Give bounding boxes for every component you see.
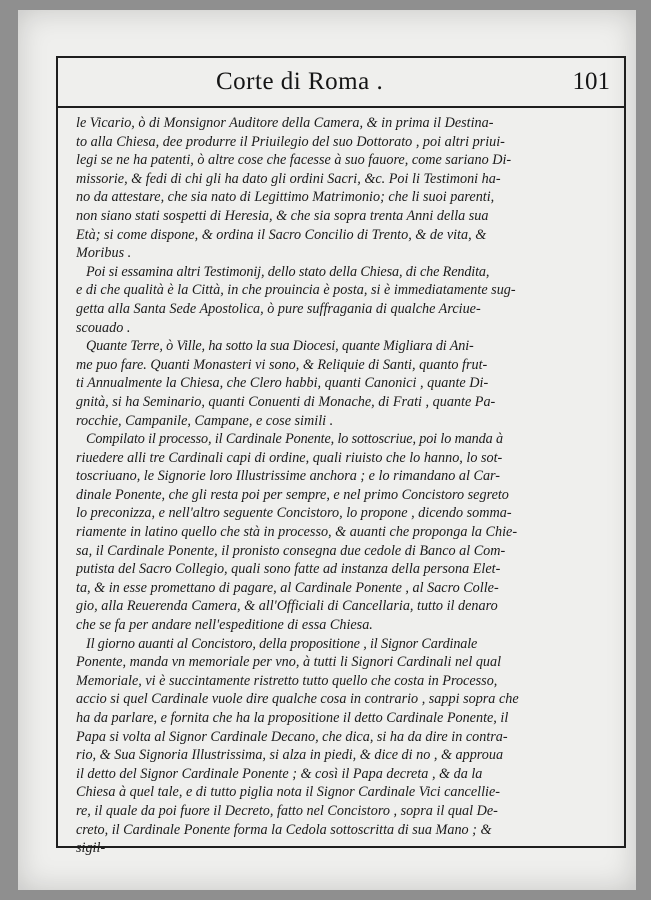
text-line: dinale Ponente, che gli resta poi per sempre, e nel primo Concistoro segreto xyxy=(76,486,509,503)
text-line: gnità, si ha Seminario, quanti Conuenti di Monache, di Frati , quante Pa- xyxy=(76,393,496,410)
text-line: rio, & Sua Signoria Illustrissima, si alza in piedi, & dice di no , & approua xyxy=(76,747,504,764)
text-line: scouado . xyxy=(76,319,131,336)
text-line: Moribus . xyxy=(76,245,132,262)
text-line: che se fa per andare nell'espeditione di essa Chiesa. xyxy=(76,617,373,634)
text-line: Il giorno auanti al Concistoro, della propositione , il Signor Cardinale xyxy=(86,635,478,652)
text-line: ha da parlare, e fornita che ha la propositione il detto Cardinale Ponente, il xyxy=(76,710,509,726)
text-line: riuedere alli tre Cardinali capi di ordine, quali riuisto che lo hanno, lo sot- xyxy=(76,449,503,466)
text-line: toscriuano, le Signorie loro Illustrissime anchora ; e lo rimandano al Car- xyxy=(76,468,501,485)
page-body xyxy=(76,114,606,858)
text-line: non siano stati sospetti di Heresia, & che sia sopra trenta Anni della sua xyxy=(76,207,489,224)
text-line: Chiesa à quel tale, e di tutto piglia nota il Signor Cardinale Vici cancellie- xyxy=(76,784,500,801)
text-line: riamente in latino quello che stà in processo, & auanti che proponga la Chie- xyxy=(76,524,518,541)
text-line: gio, alla Reuerenda Camera, & all'Officiali di Cancellaria, tutto il denaro xyxy=(76,598,498,615)
text-line: no da attestare, che sia nato di Legittimo Matrimonio; che li suoi parenti, xyxy=(76,189,495,206)
text-line: Ponente, manda vn memoriale per vno, à tutti li Signori Cardinali nel qual xyxy=(76,654,502,671)
text-line: re, il quale da poi fuore il Decreto, fatto nel Concistoro , sopra il qual De- xyxy=(76,802,498,819)
text-line: Papa si volta al Signor Cardinale Decano, che dica, si ha da dire in contra- xyxy=(76,728,508,745)
text-line: Età; si come dispone, & ordina il Sacro Concilio di Trento, & de vita, & xyxy=(76,226,487,243)
paragraph xyxy=(76,635,606,858)
paragraph xyxy=(76,263,606,337)
text-line: to alla Chiesa, dee produrre il Priuilegio del suo Dottorato , poi altri priui- xyxy=(76,133,505,150)
text-line: accio si quel Cardinale vuole dire qualche cosa in contrario , sappi sopra che xyxy=(76,691,519,708)
text-line: Compilato il processo, il Cardinale Ponente, lo sottoscriue, poi lo manda à xyxy=(86,431,503,448)
text-line: sigil- xyxy=(76,840,106,857)
paragraph xyxy=(76,114,606,263)
text-line: missorie, & fedi di chi gli ha dato gli ordini Sacri, &c. Poi li Testimoni ha- xyxy=(76,170,501,187)
text-line: creto, il Cardinale Ponente forma la Cedola sottoscritta di sua Mano ; & xyxy=(76,821,492,838)
text-line: Quante Terre, ò Ville, ha sotto la sua Diocesi, quante Migliara di Ani- xyxy=(86,338,474,355)
page-number: 101 xyxy=(572,68,610,95)
text-line: rocchie, Campanile, Campane, e cose simili . xyxy=(76,412,334,429)
text-line: e di che qualità è la Città, in che prouincia è posta, si è immediatamente sug- xyxy=(76,282,516,299)
text-line: legi se ne ha patenti, ò altre cose che facesse à suo fauore, come sariano Di- xyxy=(76,152,512,169)
text-line: lo preconizza, e nell'altro seguente Concistoro, lo propone , dicendo somma- xyxy=(76,505,512,522)
text-line: le Vicario, ò di Monsignor Auditore della Camera, & in prima il Destina- xyxy=(76,115,494,131)
paragraph xyxy=(76,337,606,430)
text-line: me puo fare. Quanti Monasteri vi sono, & Reliquie di Santi, quanto frut- xyxy=(76,356,488,373)
paragraph xyxy=(76,430,606,635)
text-line: putista del Sacro Collegio, quali sono fatte ad instanza della persona Elet- xyxy=(76,561,501,578)
text-line: ti Annualmente la Chiesa, che Clero habbi, quanti Canonici , quante Di- xyxy=(76,375,489,392)
book-page xyxy=(18,10,636,890)
text-line: ta, & in esse promettano di pagare, al Cardinale Ponente , al Sacro Colle- xyxy=(76,579,499,596)
running-title: Corte di Roma . xyxy=(216,68,384,95)
text-line: sa, il Cardinale Ponente, il pronisto consegna due cedole di Banco al Com- xyxy=(76,542,506,559)
page-frame xyxy=(56,56,626,857)
text-line: getta alla Santa Sede Apostolica, ò pure suffragania di qualche Arciue- xyxy=(76,300,481,317)
text-line: Poi si essamina altri Testimonij, dello stato della Chiesa, di che Rendita, xyxy=(86,263,490,280)
running-header xyxy=(58,58,624,108)
text-line: Memoriale, vi è succintamente ristretto tutto quello che costa in Processo, xyxy=(76,672,498,689)
text-line: il detto del Signor Cardinale Ponente ; & così il Papa decreta , & da la xyxy=(76,765,483,782)
